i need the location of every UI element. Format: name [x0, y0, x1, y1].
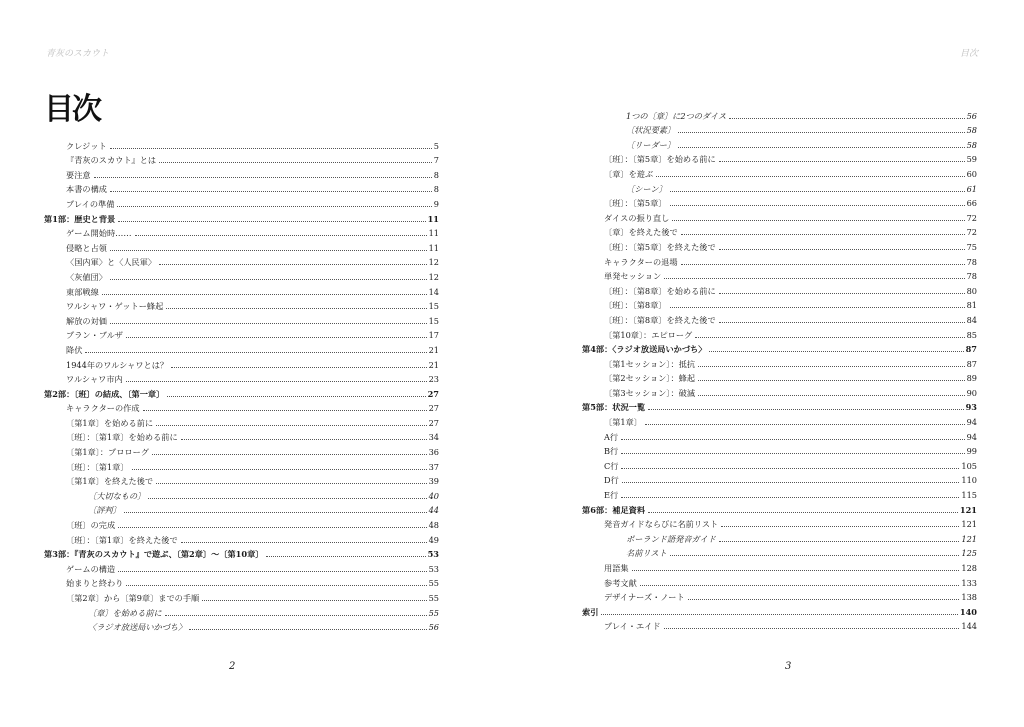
dot-leader: [118, 221, 425, 222]
dot-leader: [681, 264, 965, 265]
toc-entry-page: 34: [428, 432, 439, 443]
toc-entry[interactable]: [582, 617, 977, 632]
toc-entry[interactable]: [582, 602, 977, 617]
dot-leader: [202, 600, 426, 601]
toc-entry[interactable]: [582, 485, 977, 500]
toc-entry-label: A行: [604, 431, 619, 442]
toc-entry-page: 40: [428, 490, 439, 501]
toc-entry-label: ゲーム開始時……: [66, 228, 132, 239]
toc-entry-label: 〔リーダー〕: [626, 139, 676, 150]
dot-leader: [670, 191, 965, 192]
toc-entry[interactable]: [44, 530, 439, 545]
toc-entry-page: 36: [428, 447, 439, 458]
toc-entry-page: 99: [966, 446, 977, 457]
toc-entry[interactable]: [44, 194, 439, 209]
toc-entry-page: 121: [961, 519, 977, 530]
toc-entry-page: 8: [433, 184, 439, 195]
toc-entry[interactable]: [44, 209, 439, 224]
toc-entry-label: 〔第1章〕：プロローグ: [66, 447, 149, 458]
toc-entry[interactable]: [44, 370, 439, 385]
dot-leader: [171, 367, 426, 368]
toc-entry-page: 72: [966, 227, 977, 238]
dot-leader: [126, 585, 426, 586]
toc-entry-page: 11: [428, 228, 439, 239]
toc-entry[interactable]: [582, 106, 977, 121]
dot-leader: [165, 615, 427, 616]
toc-entry-label: プレイの準備: [66, 198, 115, 209]
toc-entry-page: 9: [433, 198, 439, 209]
dot-leader: [166, 308, 426, 309]
toc-entry-page: 27: [427, 388, 439, 399]
toc-entry[interactable]: [582, 471, 977, 486]
toc-entry-label: 第2部：〔班〕の結成、〔第一章〕: [44, 388, 165, 399]
dot-leader: [719, 322, 965, 323]
toc-entry-page: 11: [427, 213, 439, 224]
toc-entry-label: クレジット: [66, 140, 107, 151]
toc-entry[interactable]: [44, 472, 439, 487]
toc-entry[interactable]: [44, 355, 439, 370]
toc-entry-label: 〔第1章〕を始める前に: [66, 417, 154, 428]
toc-entry-page: 5: [433, 140, 439, 151]
toc-entry[interactable]: [582, 281, 977, 296]
toc-entry-label: 〔班〕：〔第1章〕を終えた後で: [66, 534, 178, 545]
toc-entry-label: 侵略と占領: [66, 242, 107, 253]
dot-leader: [167, 396, 425, 397]
toc-entry[interactable]: [582, 194, 977, 209]
toc-entry-page: 105: [961, 460, 977, 471]
toc-entry[interactable]: [44, 180, 439, 195]
dot-leader: [266, 556, 425, 557]
dot-leader: [698, 380, 965, 381]
dot-leader: [698, 366, 965, 367]
toc-entry-page: 55: [428, 607, 439, 618]
toc-entry-label: キャラクターの作成: [66, 403, 140, 414]
toc-entry-page: 55: [428, 593, 439, 603]
toc-entry-label: 名前リスト: [626, 548, 667, 559]
toc-entry-label: キャラクターの退場: [604, 256, 678, 267]
dot-leader: [118, 571, 426, 572]
toc-entry[interactable]: [582, 164, 977, 179]
toc-entry-label: 本書の構成: [66, 184, 107, 195]
toc-entry[interactable]: [44, 282, 439, 297]
dot-leader: [681, 234, 965, 235]
dot-leader: [118, 527, 426, 528]
dot-leader: [159, 264, 427, 265]
toc-entry[interactable]: [582, 325, 977, 340]
toc-entry[interactable]: [582, 135, 977, 150]
dot-leader: [85, 352, 426, 353]
toc-entry-page: 23: [428, 374, 439, 385]
toc-entry-label: 〔第3セッション〕：破滅: [604, 387, 696, 398]
toc-entry[interactable]: [582, 383, 977, 398]
toc-entry-label: 単発セッション: [604, 271, 662, 282]
dot-leader: [135, 235, 427, 236]
toc-entry-label: 〔第1セッション〕：抵抗: [604, 358, 696, 369]
toc-entry[interactable]: [582, 573, 977, 588]
toc-entry-label: 〔第2セッション〕：蜂起: [604, 373, 696, 384]
toc-entry-page: 58: [966, 125, 977, 136]
toc-entry[interactable]: [582, 150, 977, 165]
toc-entry-page: 89: [966, 373, 977, 384]
toc-entry-page: 21: [428, 359, 439, 370]
toc-entry-label: ワルシャワ・ゲットー蜂起: [66, 301, 164, 312]
dot-leader: [622, 482, 960, 483]
toc-entry[interactable]: [582, 398, 977, 413]
toc-right: [582, 106, 977, 631]
toc-entry-label: 始まりと終わり: [66, 578, 124, 589]
toc-entry-label: プレイ・エイド: [604, 621, 661, 632]
dot-leader: [124, 512, 427, 513]
toc-entry[interactable]: [582, 544, 977, 559]
toc-entry-page: 37: [428, 461, 439, 472]
dot-leader: [181, 439, 427, 440]
toc-entry[interactable]: [582, 354, 977, 369]
toc-entry[interactable]: [582, 456, 977, 471]
dot-leader: [181, 542, 427, 543]
dot-leader: [126, 381, 427, 382]
toc-entry[interactable]: [44, 384, 439, 399]
dot-leader: [729, 118, 964, 119]
toc-entry-page: 53: [427, 549, 439, 560]
toc-entry-label: 〔第1章〕を終えた後で: [66, 476, 154, 487]
toc-entry-label: 〔班〕：〔第8章〕: [604, 300, 667, 311]
toc-entry-label: 〔章〕を遊ぶ: [604, 168, 654, 179]
dot-leader: [621, 497, 959, 498]
dot-leader: [640, 585, 960, 586]
toc-entry-page: 11: [428, 242, 439, 253]
toc-entry-label: C行: [604, 460, 619, 471]
dot-leader: [126, 337, 427, 338]
toc-entry-label: 〔評判〕: [88, 505, 121, 516]
toc-entry-page: 7: [433, 155, 439, 166]
toc-entry[interactable]: [582, 412, 977, 427]
dot-leader: [678, 147, 964, 148]
toc-entry-page: 8: [433, 169, 439, 180]
toc-entry[interactable]: [582, 558, 977, 573]
toc-entry[interactable]: [44, 515, 439, 530]
dot-leader: [148, 498, 426, 499]
toc-entry-label: 〔状況要素〕: [626, 125, 676, 136]
dot-leader: [648, 512, 958, 513]
toc-entry-page: 121: [961, 533, 977, 544]
toc-entry-page: 144: [961, 621, 977, 632]
toc-entry-page: 27: [428, 417, 439, 428]
dot-leader: [670, 555, 960, 556]
toc-entry-page: 17: [428, 330, 439, 341]
toc-entry-label: 〔班〕：〔第1章〕: [66, 461, 129, 472]
toc-entry-label: 〔章〕を終えた後で: [604, 227, 678, 238]
toc-entry-page: 14: [428, 286, 439, 297]
toc-entry[interactable]: [582, 179, 977, 194]
toc-entry-page: 12: [428, 271, 439, 282]
toc-entry-label: 東部戦線: [66, 286, 99, 297]
dot-leader: [110, 279, 427, 280]
toc-entry[interactable]: [582, 296, 977, 311]
dot-leader: [159, 162, 432, 163]
toc-entry-label: デザイナーズ・ノート: [604, 592, 685, 603]
page-number-left: 2: [229, 661, 236, 672]
toc-entry[interactable]: [582, 121, 977, 136]
toc-entry[interactable]: [44, 151, 439, 166]
dot-leader: [601, 614, 958, 615]
toc-entry[interactable]: [44, 238, 439, 253]
toc-entry[interactable]: [44, 588, 439, 603]
toc-entry-label: 〔班〕：〔第5章〕を始める前に: [604, 154, 716, 165]
toc-entry-label: 第6部：補足資料: [582, 504, 646, 515]
toc-entry-page: 87: [965, 344, 977, 355]
toc-entry[interactable]: [44, 428, 439, 443]
toc-entry-page: 85: [966, 329, 977, 340]
toc-left: [44, 136, 439, 632]
toc-entry-label: 『青灰のスカウト』とは: [66, 155, 157, 166]
toc-entry[interactable]: [582, 223, 977, 238]
toc-entry-page: 115: [961, 490, 977, 501]
toc-entry-page: 56: [966, 110, 977, 121]
dot-leader: [719, 541, 960, 542]
toc-entry-page: 133: [961, 577, 977, 588]
toc-entry-page: 125: [961, 548, 977, 559]
dot-leader: [621, 453, 964, 454]
toc-entry-label: 第5部：状況一覧: [582, 402, 646, 413]
toc-entry-page: 84: [966, 314, 977, 325]
dot-leader: [688, 599, 960, 600]
dot-leader: [670, 307, 965, 308]
toc-entry-label: ゲームの構造: [66, 563, 116, 574]
toc-entry-page: 48: [428, 520, 439, 531]
dot-leader: [721, 526, 959, 527]
toc-entry-label: 〈国内軍〉と〈人民軍〉: [66, 257, 157, 268]
dot-leader: [117, 206, 431, 207]
toc-entry[interactable]: [44, 136, 439, 151]
toc-entry-label: 〔班〕の完成: [66, 520, 116, 531]
toc-entry[interactable]: [44, 618, 439, 633]
toc-entry-label: 〔シーン〕: [626, 183, 667, 194]
toc-entry-page: 90: [966, 387, 977, 398]
dot-leader: [189, 629, 426, 630]
toc-entry-page: 72: [966, 212, 977, 223]
toc-entry-label: 第4部：〈ラジオ放送局いかづち〉: [582, 344, 707, 355]
toc-entry[interactable]: [582, 427, 977, 442]
toc-entry[interactable]: [44, 253, 439, 268]
toc-entry-label: 1944年のワルシャワとは？: [66, 359, 169, 370]
dot-leader: [110, 323, 427, 324]
toc-entry-page: 44: [428, 505, 439, 516]
toc-entry-label: 第3部：『青灰のスカウト』で遊ぶ、〔第2章〕〜〔第10章〕: [44, 549, 264, 560]
dot-leader: [672, 220, 964, 221]
dot-leader: [719, 293, 965, 294]
toc-entry-page: 121: [959, 504, 977, 515]
toc-entry-label: 〔大切なもの〕: [88, 490, 146, 501]
toc-entry[interactable]: [44, 224, 439, 239]
toc-entry[interactable]: [44, 486, 439, 501]
dot-leader: [94, 177, 432, 178]
toc-entry-page: 94: [966, 417, 977, 428]
running-head-right: 目次: [959, 49, 978, 59]
toc-entry[interactable]: [582, 515, 977, 530]
toc-entry-label: プラン・ブルザ: [66, 330, 123, 341]
dot-leader: [621, 439, 964, 440]
dot-leader: [664, 278, 964, 279]
toc-entry-label: 用語集: [604, 563, 629, 573]
toc-entry-page: 140: [959, 606, 977, 617]
toc-entry[interactable]: [44, 574, 439, 589]
toc-entry-page: 78: [966, 271, 977, 282]
toc-entry-page: 94: [966, 431, 977, 442]
dot-leader: [695, 337, 964, 338]
dot-leader: [719, 249, 965, 250]
toc-entry[interactable]: [582, 340, 977, 355]
toc-entry-label: ポーランド語発音ガイド: [626, 533, 716, 544]
toc-entry-label: 〔第10章〕：エピローグ: [604, 329, 693, 340]
dot-leader: [632, 570, 960, 571]
toc-entry[interactable]: [44, 399, 439, 414]
toc-entry-page: 15: [428, 301, 439, 312]
dot-leader: [664, 628, 960, 629]
toc-entry-label: 〈ラジオ放送局いかづち〉: [88, 622, 187, 633]
toc-entry-label: 降伏: [66, 344, 83, 355]
toc-entry-label: 参考文献: [604, 577, 637, 588]
toc-entry-page: 21: [428, 344, 439, 355]
toc-entry[interactable]: [44, 326, 439, 341]
toc-entry-label: 〔班〕：〔第5章〕を終えた後で: [604, 241, 716, 252]
toc-entry[interactable]: [582, 500, 977, 515]
dot-leader: [719, 161, 965, 162]
toc-entry[interactable]: [44, 413, 439, 428]
toc-entry-page: 60: [966, 168, 977, 179]
toc-entry-page: 110: [961, 475, 977, 486]
dot-leader: [670, 205, 965, 206]
toc-entry[interactable]: [44, 340, 439, 355]
toc-entry-page: 87: [966, 358, 977, 369]
toc-entry-label: 要注意: [66, 169, 91, 180]
toc-entry-page: 53: [428, 563, 439, 574]
toc-entry[interactable]: [582, 267, 977, 282]
dot-leader: [709, 351, 963, 352]
dot-leader: [152, 454, 427, 455]
toc-entry-page: 49: [428, 534, 439, 545]
toc-entry-page: 55: [428, 578, 439, 589]
toc-entry-page: 61: [966, 183, 977, 194]
toc-entry-page: 56: [428, 622, 439, 633]
toc-entry[interactable]: [44, 603, 439, 618]
page-title: 目次: [44, 92, 100, 127]
toc-entry-page: 75: [966, 241, 977, 252]
toc-entry[interactable]: [44, 165, 439, 180]
toc-entry[interactable]: [44, 311, 439, 326]
toc-entry-page: 81: [966, 300, 977, 311]
toc-entry[interactable]: [44, 267, 439, 282]
toc-entry-label: ダイスの振り直し: [604, 212, 670, 223]
toc-entry-label: 〔第2章〕から〔第9章〕までの手順: [66, 593, 200, 603]
toc-entry-page: 128: [961, 563, 977, 573]
toc-entry-label: B行: [604, 446, 619, 457]
toc-entry-label: 〈灰値団〉: [66, 271, 107, 282]
toc-entry[interactable]: [44, 501, 439, 516]
running-head-left: 青灰のスカウト: [46, 49, 110, 59]
toc-entry[interactable]: [44, 457, 439, 472]
dot-leader: [156, 483, 426, 484]
toc-entry-page: 58: [966, 139, 977, 150]
toc-entry-label: 〔班〕：〔第1章〕を始める前に: [66, 432, 178, 443]
toc-entry-label: 発音ガイドならびに名前リスト: [604, 519, 719, 530]
dot-leader: [132, 469, 427, 470]
dot-leader: [102, 294, 427, 295]
dot-leader: [678, 132, 964, 133]
toc-entry[interactable]: [582, 369, 977, 384]
toc-entry-page: 27: [428, 403, 439, 414]
dot-leader: [110, 148, 432, 149]
dot-leader: [648, 409, 964, 410]
toc-entry[interactable]: [582, 529, 977, 544]
toc-entry-page: 80: [966, 285, 977, 296]
dot-leader: [645, 424, 965, 425]
toc-entry[interactable]: [582, 208, 977, 223]
dot-leader: [156, 425, 426, 426]
toc-entry[interactable]: [44, 297, 439, 312]
toc-entry-label: ワルシャワ市内: [66, 374, 123, 385]
toc-entry[interactable]: [582, 310, 977, 325]
toc-entry-page: 78: [966, 256, 977, 267]
dot-leader: [110, 191, 432, 192]
dot-leader: [143, 410, 427, 411]
toc-entry-label: 索引: [582, 606, 599, 617]
toc-entry-page: 12: [428, 257, 439, 268]
toc-entry[interactable]: [582, 588, 977, 603]
toc-entry-page: 93: [965, 402, 977, 413]
dot-leader: [656, 176, 964, 177]
dot-leader: [698, 395, 965, 396]
toc-entry-page: 15: [428, 315, 439, 326]
toc-entry-label: 〔班〕：〔第8章〕を終えた後で: [604, 314, 716, 325]
toc-entry[interactable]: [44, 442, 439, 457]
toc-entry[interactable]: [44, 559, 439, 574]
toc-entry-page: 59: [966, 154, 977, 165]
page-number-right: 3: [785, 661, 792, 672]
toc-entry-label: E行: [604, 490, 619, 501]
toc-entry[interactable]: [582, 442, 977, 457]
toc-entry-label: 〔章〕を始める前に: [88, 607, 162, 618]
toc-entry[interactable]: [44, 545, 439, 560]
toc-entry-label: 第1部：歴史と背景: [44, 213, 116, 224]
toc-entry-label: 〔班〕：〔第8章〕を始める前に: [604, 285, 716, 296]
toc-entry-label: 〔班〕：〔第5章〕: [604, 198, 667, 209]
toc-entry-page: 39: [428, 476, 439, 487]
toc-entry-label: D行: [604, 475, 619, 486]
toc-entry[interactable]: [582, 252, 977, 267]
toc-entry-label: 解放の対価: [66, 315, 107, 326]
dot-leader: [621, 468, 959, 469]
toc-entry-label: 〔第1章〕: [604, 417, 642, 428]
toc-entry[interactable]: [582, 237, 977, 252]
toc-entry-page: 138: [961, 592, 977, 603]
toc-entry-label: 1つの〔章〕に2つのダイス: [626, 110, 727, 121]
toc-entry-page: 66: [966, 198, 977, 209]
dot-leader: [110, 250, 427, 251]
